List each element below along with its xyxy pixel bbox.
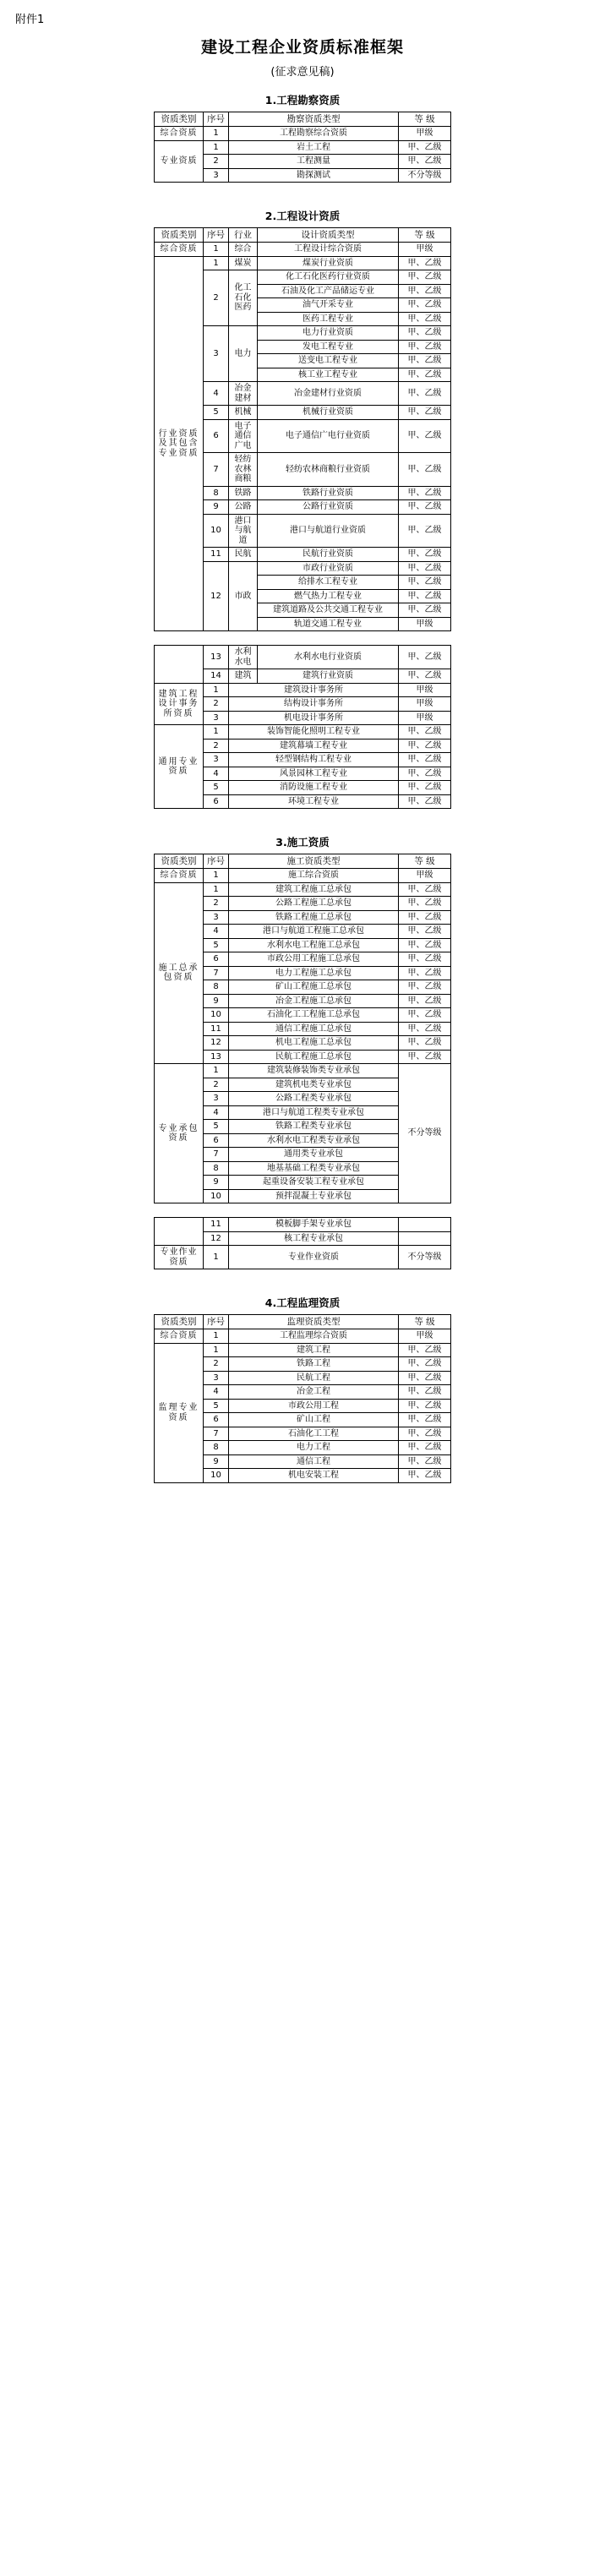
cell-index: 5	[204, 781, 229, 795]
cell-type: 石油化工工程施工总承包	[229, 1008, 399, 1023]
cell-level: 甲、乙级	[399, 270, 451, 285]
cell-index: 8	[204, 486, 229, 500]
cell-type: 预拌混凝土专业承包	[229, 1189, 399, 1203]
cell-index: 9	[204, 994, 229, 1008]
cell-level: 甲、乙级	[399, 1008, 451, 1023]
cell-type: 民航工程施工总承包	[229, 1050, 399, 1064]
cell-type: 港口与航道工程施工总承包	[229, 925, 399, 939]
cell-industry: 轻纺农林商粮	[229, 453, 258, 487]
col-level: 等 级	[399, 228, 451, 243]
cell-level: 甲、乙级	[399, 1469, 451, 1483]
cell-type: 民航工程	[229, 1371, 399, 1385]
cell-level: 甲、乙级	[399, 910, 451, 925]
col-category: 资质类别	[155, 112, 204, 127]
cell-level: 甲、乙级	[399, 326, 451, 341]
qualification-table-3-continued	[154, 1217, 451, 1269]
table-row	[155, 1064, 451, 1078]
cell-level: 甲、乙级	[399, 1441, 451, 1455]
cell-type: 消防设施工程专业	[229, 781, 399, 795]
cell-type: 石油及化工产品储运专业	[258, 284, 399, 298]
cell-type: 市政行业资质	[258, 561, 399, 576]
cell-level: 甲、乙级	[399, 739, 451, 753]
cell-level: 甲、乙级	[399, 1022, 451, 1036]
cell-type: 建筑装修装饰类专业承包	[229, 1064, 399, 1078]
cell-type: 电力工程施工总承包	[229, 966, 399, 980]
col-index: 序号	[204, 1315, 229, 1329]
cell-industry: 民航	[229, 548, 258, 562]
cell-index: 10	[204, 1008, 229, 1023]
cell-level: 甲、乙级	[399, 603, 451, 618]
cell-type: 公路行业资质	[258, 500, 399, 515]
cell-level: 甲、乙级	[399, 589, 451, 603]
cell-index: 8	[204, 980, 229, 995]
cell-type: 起重设备安装工程专业承包	[229, 1176, 399, 1190]
cell-level: 甲、乙级	[399, 312, 451, 326]
cell-type: 工程设计综合资质	[258, 243, 399, 257]
cell-index: 4	[204, 925, 229, 939]
cell-index: 8	[204, 1161, 229, 1176]
cell-category: 专业资质	[155, 140, 204, 183]
cell-index: 3	[204, 326, 229, 382]
cell-level: 甲级	[399, 711, 451, 725]
cell-type: 风景园林工程专业	[229, 767, 399, 781]
cell-industry: 水利水电	[229, 646, 258, 669]
cell-type: 建筑设计事务所	[229, 683, 399, 697]
cell-level: 甲、乙级	[399, 256, 451, 270]
cell-type: 矿山工程	[229, 1413, 399, 1427]
table-row	[155, 127, 451, 141]
cell-level: 甲、乙级	[399, 1050, 451, 1064]
cell-level: 甲、乙级	[399, 794, 451, 809]
col-category: 资质类别	[155, 1315, 204, 1329]
cell-level: 甲级	[399, 683, 451, 697]
cell-type: 市政公用工程施工总承包	[229, 952, 399, 967]
cell-index: 1	[204, 256, 229, 270]
cell-type: 水利水电工程类专业承包	[229, 1133, 399, 1148]
section-title-4: 4.工程监理资质	[264, 1296, 341, 1310]
cell-industry: 综合	[229, 243, 258, 257]
cell-type: 铁路工程类专业承包	[229, 1120, 399, 1134]
cell-level: 甲、乙级	[399, 938, 451, 952]
cell-category: 专业承包资质	[155, 1064, 204, 1203]
cell-type: 公路工程类专业承包	[229, 1092, 399, 1106]
cell-level: 甲、乙级	[399, 1385, 451, 1400]
cell-level: 甲、乙级	[399, 725, 451, 740]
cell-level: 甲、乙级	[399, 340, 451, 354]
cell-industry: 冶金建材	[229, 382, 258, 406]
cell-industry: 机械	[229, 406, 258, 420]
cell-category: 建筑工程设计事务所资质	[155, 683, 204, 725]
cell-category: 综合资质	[155, 1329, 204, 1344]
cell-category: 综合资质	[155, 243, 204, 257]
cell-type: 铁路工程施工总承包	[229, 910, 399, 925]
cell-index: 1	[204, 1064, 229, 1078]
cell-type: 公路工程施工总承包	[229, 897, 399, 911]
cell-index: 2	[204, 1078, 229, 1092]
cell-type: 给排水工程专业	[258, 576, 399, 590]
cell-level: 甲、乙级	[399, 486, 451, 500]
qualification-table-2	[154, 227, 451, 631]
cell-index: 1	[204, 1343, 229, 1357]
table-wrapper-2b	[15, 645, 590, 809]
cell-index: 6	[204, 794, 229, 809]
cell-type: 轨道交通工程专业	[258, 617, 399, 631]
col-level: 等 级	[399, 854, 451, 869]
cell-index: 1	[204, 1246, 229, 1269]
table-row	[155, 140, 451, 155]
cell-industry: 电子通信广电	[229, 419, 258, 453]
table-wrapper-1	[15, 112, 590, 183]
cell-index: 13	[204, 646, 229, 669]
cell-index: 4	[204, 767, 229, 781]
cell-index: 2	[204, 897, 229, 911]
cell-level: 甲、乙级	[399, 952, 451, 967]
cell-type: 地基基础工程类专业承包	[229, 1161, 399, 1176]
table-row	[155, 882, 451, 897]
cell-level: 甲级	[399, 127, 451, 141]
cell-level: 甲、乙级	[399, 514, 451, 548]
cell-index: 4	[204, 1105, 229, 1120]
cell-level: 甲、乙级	[399, 1036, 451, 1051]
cell-level: 甲级	[399, 697, 451, 712]
cell-type: 核工业工程专业	[258, 368, 399, 382]
cell-type: 工程监理综合资质	[229, 1329, 399, 1344]
cell-level: 甲级	[399, 869, 451, 883]
cell-index: 3	[204, 1092, 229, 1106]
table-row	[155, 725, 451, 740]
cell-level: 甲、乙级	[399, 1454, 451, 1469]
cell-type: 建筑工程	[229, 1343, 399, 1357]
table-row	[155, 646, 451, 669]
table-row	[155, 1218, 451, 1232]
cell-type: 冶金建材行业资质	[258, 382, 399, 406]
cell-index: 7	[204, 453, 229, 487]
col-type: 勘察资质类型	[229, 112, 399, 127]
cell-index: 12	[204, 1036, 229, 1051]
table-row	[155, 869, 451, 883]
cell-level: 不分等级	[399, 1246, 451, 1269]
cell-level: 甲、乙级	[399, 781, 451, 795]
cell-level: 甲、乙级	[399, 1343, 451, 1357]
col-category: 资质类别	[155, 854, 204, 869]
cell-level: 甲、乙级	[399, 980, 451, 995]
table-header-row	[155, 1315, 451, 1329]
col-type: 监理资质类型	[229, 1315, 399, 1329]
cell-index: 12	[204, 1231, 229, 1246]
cell-index: 5	[204, 406, 229, 420]
cell-industry: 建筑	[229, 669, 258, 684]
cell-type: 民航行业资质	[258, 548, 399, 562]
cell-level: 甲、乙级	[399, 925, 451, 939]
cell-level: 甲、乙级	[399, 753, 451, 767]
attachment-label: 附件1	[15, 14, 45, 26]
cell-index: 5	[204, 1120, 229, 1134]
cell-index: 1	[204, 243, 229, 257]
cell-category: 通用专业资质	[155, 725, 204, 809]
cell-type: 水利水电行业资质	[258, 646, 399, 669]
cell-type: 通信工程	[229, 1454, 399, 1469]
table-wrapper-3	[15, 854, 590, 1203]
cell-level: 甲、乙级	[399, 966, 451, 980]
cell-level: 甲、乙级	[399, 284, 451, 298]
table-row	[155, 243, 451, 257]
cell-index: 4	[204, 382, 229, 406]
cell-index: 7	[204, 966, 229, 980]
cell-category: 施工总承包资质	[155, 882, 204, 1064]
table-header-row	[155, 112, 451, 127]
cell-type: 轻型钢结构工程专业	[229, 753, 399, 767]
cell-index: 11	[204, 1218, 229, 1232]
cell-index: 11	[204, 1022, 229, 1036]
qualification-table-3	[154, 854, 451, 1203]
cell-type: 铁路工程	[229, 1357, 399, 1372]
cell-type: 油气开采专业	[258, 298, 399, 313]
cell-level: 甲、乙级	[399, 419, 451, 453]
cell-type: 港口与航道工程类专业承包	[229, 1105, 399, 1120]
cell-level: 甲级	[399, 1329, 451, 1344]
cell-type: 送变电工程专业	[258, 354, 399, 368]
cell-type: 化工石化医药行业资质	[258, 270, 399, 285]
cell-index: 2	[204, 739, 229, 753]
table-row	[155, 1329, 451, 1344]
cell-industry: 市政	[229, 561, 258, 631]
cell-index: 10	[204, 1469, 229, 1483]
cell-index: 1	[204, 683, 229, 697]
cell-type: 专业作业资质	[229, 1246, 399, 1269]
cell-type: 电力行业资质	[258, 326, 399, 341]
cell-type: 工程测量	[229, 155, 399, 169]
cell-level: 甲、乙级	[399, 1371, 451, 1385]
page-subtitle: (征求意见稿)	[270, 66, 335, 79]
cell-index: 8	[204, 1441, 229, 1455]
cell-index: 3	[204, 753, 229, 767]
cell-level: 不分等级	[399, 1064, 451, 1203]
cell-type: 勘探测试	[229, 168, 399, 183]
cell-type: 机电设计事务所	[229, 711, 399, 725]
cell-index: 9	[204, 1454, 229, 1469]
section-title-3: 3.施工资质	[275, 836, 330, 849]
table-row	[155, 683, 451, 697]
cell-index: 2	[204, 1357, 229, 1372]
cell-index: 11	[204, 548, 229, 562]
cell-type: 施工综合资质	[229, 869, 399, 883]
cell-level: 甲、乙级	[399, 500, 451, 515]
cell-type: 模板脚手架专业承包	[229, 1218, 399, 1232]
section-title-1: 1.工程勘察资质	[264, 94, 341, 106]
cell-type: 建筑行业资质	[258, 669, 399, 684]
cell-type: 石油化工工程	[229, 1427, 399, 1441]
cell-level: 甲、乙级	[399, 354, 451, 368]
cell-industry: 化工石化医药	[229, 270, 258, 326]
cell-index: 2	[204, 270, 229, 326]
cell-index: 1	[204, 1329, 229, 1344]
cell-type: 电力工程	[229, 1441, 399, 1455]
cell-index: 6	[204, 1413, 229, 1427]
cell-index: 1	[204, 127, 229, 141]
cell-category: 综合资质	[155, 127, 204, 141]
cell-index: 10	[204, 1189, 229, 1203]
cell-index: 3	[204, 168, 229, 183]
col-category: 资质类别	[155, 228, 204, 243]
cell-index: 9	[204, 500, 229, 515]
cell-level: 甲级	[399, 617, 451, 631]
cell-level: 甲、乙级	[399, 646, 451, 669]
cell-index: 13	[204, 1050, 229, 1064]
cell-index: 1	[204, 869, 229, 883]
cell-level: 甲、乙级	[399, 548, 451, 562]
cell-type: 建筑道路及公共交通工程专业	[258, 603, 399, 618]
cell-index: 9	[204, 1176, 229, 1190]
cell-index: 5	[204, 1399, 229, 1413]
cell-level: 甲、乙级	[399, 669, 451, 684]
col-industry: 行业	[229, 228, 258, 243]
cell-level: 甲、乙级	[399, 1357, 451, 1372]
cell-level: 甲、乙级	[399, 155, 451, 169]
cell-index: 1	[204, 140, 229, 155]
cell-index: 6	[204, 419, 229, 453]
page-title: 建设工程企业资质标准框架	[200, 38, 404, 57]
cell-level	[399, 1231, 451, 1246]
col-type: 设计资质类型	[258, 228, 399, 243]
table-header-row	[155, 854, 451, 869]
table-wrapper-3b	[15, 1217, 590, 1269]
cell-type: 铁路行业资质	[258, 486, 399, 500]
cell-index: 14	[204, 669, 229, 684]
cell-level: 甲、乙级	[399, 140, 451, 155]
cell-level: 甲、乙级	[399, 1413, 451, 1427]
table-row	[155, 1246, 451, 1269]
cell-type: 机电安装工程	[229, 1469, 399, 1483]
cell-level: 甲、乙级	[399, 1399, 451, 1413]
cell-type: 矿山工程施工总承包	[229, 980, 399, 995]
cell-level: 甲、乙级	[399, 767, 451, 781]
cell-type: 结构设计事务所	[229, 697, 399, 712]
cell-type: 装饰智能化照明工程专业	[229, 725, 399, 740]
cell-industry: 铁路	[229, 486, 258, 500]
cell-industry: 煤炭	[229, 256, 258, 270]
cell-index: 3	[204, 711, 229, 725]
cell-type: 电子通信广电行业资质	[258, 419, 399, 453]
cell-type: 通用类专业承包	[229, 1148, 399, 1162]
cell-type: 轻纺农林商粮行业资质	[258, 453, 399, 487]
cell-level: 甲、乙级	[399, 897, 451, 911]
cell-type: 市政公用工程	[229, 1399, 399, 1413]
cell-industry: 公路	[229, 500, 258, 515]
table-row	[155, 1343, 451, 1357]
cell-industry: 港口与航道	[229, 514, 258, 548]
cell-index: 1	[204, 882, 229, 897]
table-wrapper-4	[15, 1314, 590, 1483]
table-header-row	[155, 228, 451, 243]
col-index: 序号	[204, 228, 229, 243]
cell-category: 综合资质	[155, 869, 204, 883]
cell-index: 6	[204, 1133, 229, 1148]
cell-level: 甲、乙级	[399, 994, 451, 1008]
col-type: 施工资质类型	[229, 854, 399, 869]
cell-type: 港口与航道行业资质	[258, 514, 399, 548]
cell-level: 甲、乙级	[399, 561, 451, 576]
cell-category: 专业作业资质	[155, 1246, 204, 1269]
cell-index: 10	[204, 514, 229, 548]
cell-type: 通信工程施工总承包	[229, 1022, 399, 1036]
col-index: 序号	[204, 854, 229, 869]
cell-type: 环境工程专业	[229, 794, 399, 809]
cell-type: 水利水电工程施工总承包	[229, 938, 399, 952]
section-title-2: 2.工程设计资质	[264, 210, 341, 223]
cell-level: 甲、乙级	[399, 576, 451, 590]
cell-type: 医药工程专业	[258, 312, 399, 326]
cell-type: 建筑机电类专业承包	[229, 1078, 399, 1092]
cell-level: 甲、乙级	[399, 382, 451, 406]
table-wrapper-2	[15, 227, 590, 631]
cell-index: 3	[204, 1371, 229, 1385]
qualification-table-1	[154, 112, 451, 183]
cell-level: 甲、乙级	[399, 453, 451, 487]
cell-index: 2	[204, 155, 229, 169]
table-row	[155, 256, 451, 270]
cell-level: 甲级	[399, 243, 451, 257]
cell-index: 7	[204, 1148, 229, 1162]
cell-type: 发电工程专业	[258, 340, 399, 354]
cell-type: 煤炭行业资质	[258, 256, 399, 270]
cell-type: 建筑工程施工总承包	[229, 882, 399, 897]
cell-level: 甲、乙级	[399, 882, 451, 897]
cell-type: 机械行业资质	[258, 406, 399, 420]
cell-index: 2	[204, 697, 229, 712]
cell-type: 机电工程施工总承包	[229, 1036, 399, 1051]
cell-index: 12	[204, 561, 229, 631]
cell-type: 工程勘察综合资质	[229, 127, 399, 141]
cell-index: 3	[204, 910, 229, 925]
cell-type: 建筑幕墙工程专业	[229, 739, 399, 753]
cell-type: 燃气热力工程专业	[258, 589, 399, 603]
cell-level: 甲、乙级	[399, 368, 451, 382]
qualification-table-2-continued	[154, 645, 451, 809]
cell-index: 4	[204, 1385, 229, 1400]
qualification-table-4	[154, 1314, 451, 1483]
cell-index: 1	[204, 725, 229, 740]
cell-category: 监理专业资质	[155, 1343, 204, 1482]
cell-category	[155, 1218, 204, 1246]
cell-category	[155, 646, 204, 684]
cell-index: 5	[204, 938, 229, 952]
cell-level	[399, 1218, 451, 1232]
cell-industry: 电力	[229, 326, 258, 382]
cell-type: 冶金工程	[229, 1385, 399, 1400]
col-index: 序号	[204, 112, 229, 127]
cell-type: 核工程专业承包	[229, 1231, 399, 1246]
cell-type: 岩土工程	[229, 140, 399, 155]
cell-level: 甲、乙级	[399, 406, 451, 420]
cell-index: 6	[204, 952, 229, 967]
cell-category: 行业资质及其包含专业资质	[155, 256, 204, 631]
cell-type: 冶金工程施工总承包	[229, 994, 399, 1008]
cell-level: 不分等级	[399, 168, 451, 183]
cell-level: 甲、乙级	[399, 1427, 451, 1441]
col-level: 等 级	[399, 1315, 451, 1329]
col-level: 等 级	[399, 112, 451, 127]
cell-index: 7	[204, 1427, 229, 1441]
cell-level: 甲、乙级	[399, 298, 451, 313]
